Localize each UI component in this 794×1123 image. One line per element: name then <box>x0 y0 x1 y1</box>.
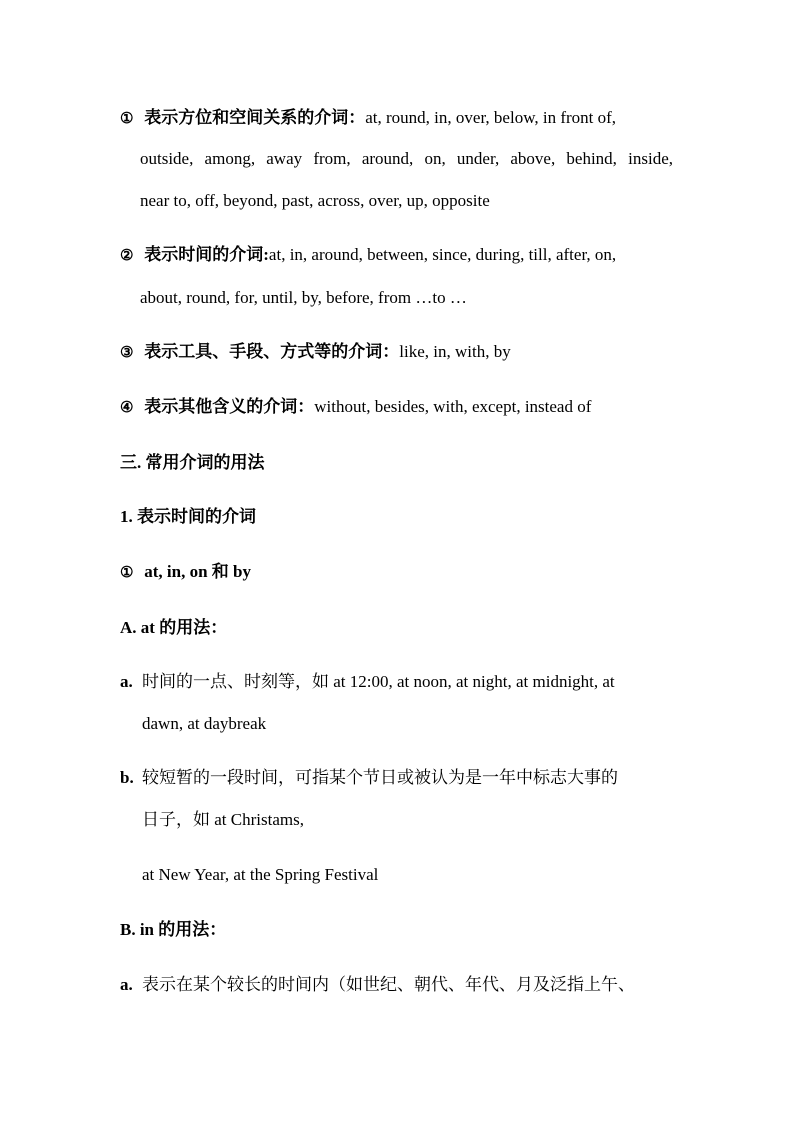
section-3-heading: 三. 常用介词的用法 <box>120 453 265 472</box>
subsection-1-item <box>120 561 251 584</box>
item-4-text-1: without, besides, with, except, instead of <box>314 397 592 416</box>
usage-a-point-b-marker: b. <box>120 768 134 787</box>
usage-a-point-a-text-1: 时间的一点、时刻等，如 at 12:00, at noon, at night, at midnight, at <box>142 672 615 691</box>
item-1-line-3: near to, off, beyond, past, across, over, up, opposite <box>140 191 490 210</box>
item-3-label: 表示工具、手段、方式等的介词： <box>144 342 400 361</box>
usage-a-point-a-marker: a. <box>120 672 133 691</box>
item-1-line-2: outside, among, away from, around, on, under, above, behind, inside, <box>140 149 673 168</box>
item-1-text-1: at, round, in, over, below, in front of, <box>365 108 617 127</box>
item-2-marker: ② <box>120 248 134 264</box>
item-4-line-1 <box>120 396 591 419</box>
item-1-label: 表示方位和空间关系的介词： <box>144 108 366 127</box>
usage-a-point-a-line-1 <box>120 671 675 693</box>
item-2-label: 表示时间的介词: <box>144 245 269 264</box>
subsection-1-heading: 1. 表示时间的介词 <box>120 507 256 526</box>
usage-a-point-a-line-2: dawn, at daybreak <box>142 714 267 733</box>
usage-b-heading: B. in 的用法： <box>120 920 227 939</box>
subsection-1-item-marker: ① <box>120 565 134 581</box>
usage-a-point-b-line-3: at New Year, at the Spring Festival <box>142 865 379 884</box>
item-3-marker: ③ <box>120 345 134 361</box>
item-2-line-1 <box>120 244 680 267</box>
usage-b-point-a-marker: a. <box>120 975 133 994</box>
item-1-marker: ① <box>120 111 134 127</box>
usage-a-heading: A. at 的用法： <box>120 618 228 637</box>
item-4-marker: ④ <box>120 400 134 416</box>
usage-a-point-b-text-1: 较短暂的一段时间，可指某个节日或被认为是一年中标志大事的 <box>142 768 618 787</box>
usage-b-point-a-text-1: 表示在某个较长的时间内（如世纪、朝代、年代、月及泛指上午、 <box>142 975 635 994</box>
usage-a-point-b-line-2: 日子，如 at Christams, <box>142 810 304 829</box>
usage-b-point-a-line-1 <box>120 974 685 996</box>
item-2-line-2: about, round, for, until, by, before, from …to … <box>140 288 467 307</box>
item-3-text-1: like, in, with, by <box>399 342 511 361</box>
item-4-label: 表示其他含义的介词： <box>144 397 315 416</box>
usage-a-point-b-line-1 <box>120 767 675 789</box>
item-3-line-1 <box>120 341 511 364</box>
item-1-line-1 <box>120 107 680 130</box>
item-2-text-1: at, in, around, between, since, during, till, after, on, <box>268 245 617 264</box>
subsection-1-item-text: at, in, on 和 by <box>144 562 251 581</box>
